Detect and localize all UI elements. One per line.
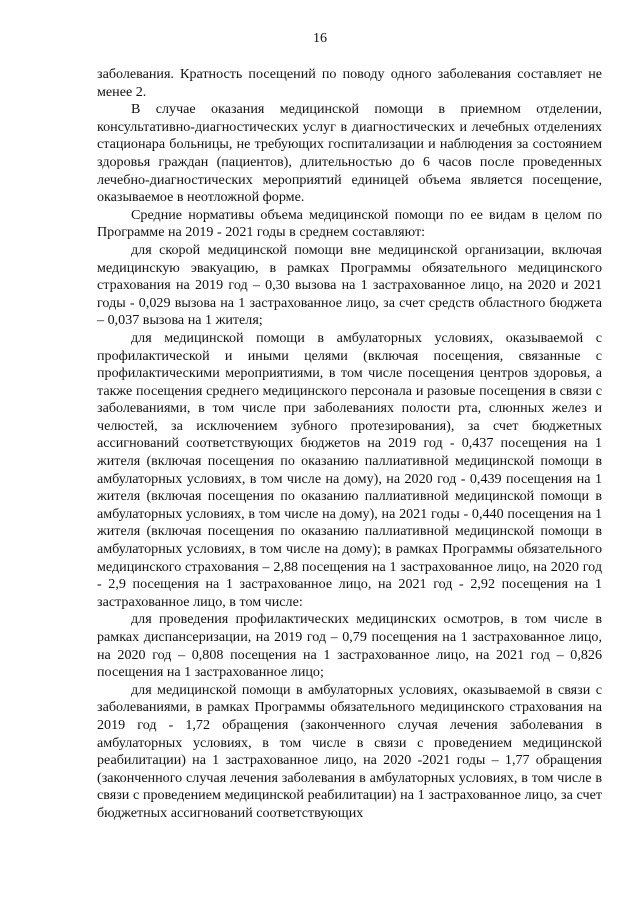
page-number: 16	[313, 31, 327, 46]
paragraph: заболевания. Кратность посещений по поводу одного заболевания составляет не менее 2.	[97, 66, 602, 100]
paragraph: Средние нормативы объема медицинской помощи по ее видам в целом по Программе на 2019 - 2021 годы в среднем составляют:	[97, 206, 602, 241]
paragraph: В случае оказания медицинской помощи в приемном отделении, консультативно-диагностических услуг в диагностических и лечебных отделениях стационара больницы, не требующих госпитализации и наблюдения за состоянием здоровья граждан (пациентов), длительностью до 6 часов после проведенных лечебно-диагностических мероприятий единицей объема является посещение, оказываемое в неотложной форме.	[97, 101, 602, 206]
document-body	[97, 66, 602, 823]
paragraph: для проведения профилактических медицинских осмотров, в том числе в рамках диспансеризации, на 2019 год – 0,79 посещения на 1 застрахованное лицо, на 2020 год – 0,808 посещения на 1 застрахованное лицо, на 2021 год – 0,826 посещения на 1 застрахованное лицо;	[97, 611, 602, 681]
paragraph: для скорой медицинской помощи вне медицинской организации, включая медицинскую эвакуацию, в рамках Программы обязательного медицинского страхования на 2019 год – 0,30 вызова на 1 застрахованное лицо, на 2020 и 2021 годы - 0,029 вызова на 1 застрахованное лицо, за счет средств областного бюджета – 0,037 вызова на 1 жителя;	[97, 241, 602, 329]
paragraph: для медицинской помощи в амбулаторных условиях, оказываемой в связи с заболеваниями, в рамках Программы обязательного медицинского страхования на 2019 год - 1,72 обращения (законченного случая лечения заболевания в амбулаторных условиях, в том числе в связи с проведением медицинской реабилитации) на 1 застрахованное лицо, на 2020 -2021 годы – 1,77 обращения (законченного случая лечения заболевания в амбулаторных условиях, в том числе в связи с проведением медицинской реабилитации) на 1 застрахованное лицо, за счет бюджетных ассигнований соответствующих	[97, 681, 602, 821]
paragraph: для медицинской помощи в амбулаторных условиях, оказываемой с профилактической и иными целями (включая посещения, связанные с профилактическими мероприятиями, в том числе посещения центров здоровья, а также посещения среднего медицинского персонала и разовые посещения в связи с заболеваниями, в том числе при заболеваниях полости рта, слюнных желез и челюстей, за исключением зубного протезирования), за счет бюджетных ассигнований соответствующих бюджетов на 2019 год - 0,437 посещения на 1 жителя (включая посещения по оказанию паллиативной медицинской помощи в амбулаторных условиях, в том числе на дому), на 2020 год - 0,439 посещения на 1 жителя (включая посещения по оказанию паллиативной медицинской помощи в амбулаторных условиях, в том числе на дому), на 2021 годы - 0,440 посещения на 1 жителя (включая посещения по оказанию паллиативной медицинской помощи в амбулаторных условиях, в том числе на дому); в рамках Программы обязательного медицинского страхования – 2,88 посещения на 1 застрахованное лицо, на 2020 год - 2,9 посещения на 1 застрахованное лицо, на 2021 год - 2,92 посещения на 1 застрахованное лицо, в том числе:	[97, 329, 602, 610]
